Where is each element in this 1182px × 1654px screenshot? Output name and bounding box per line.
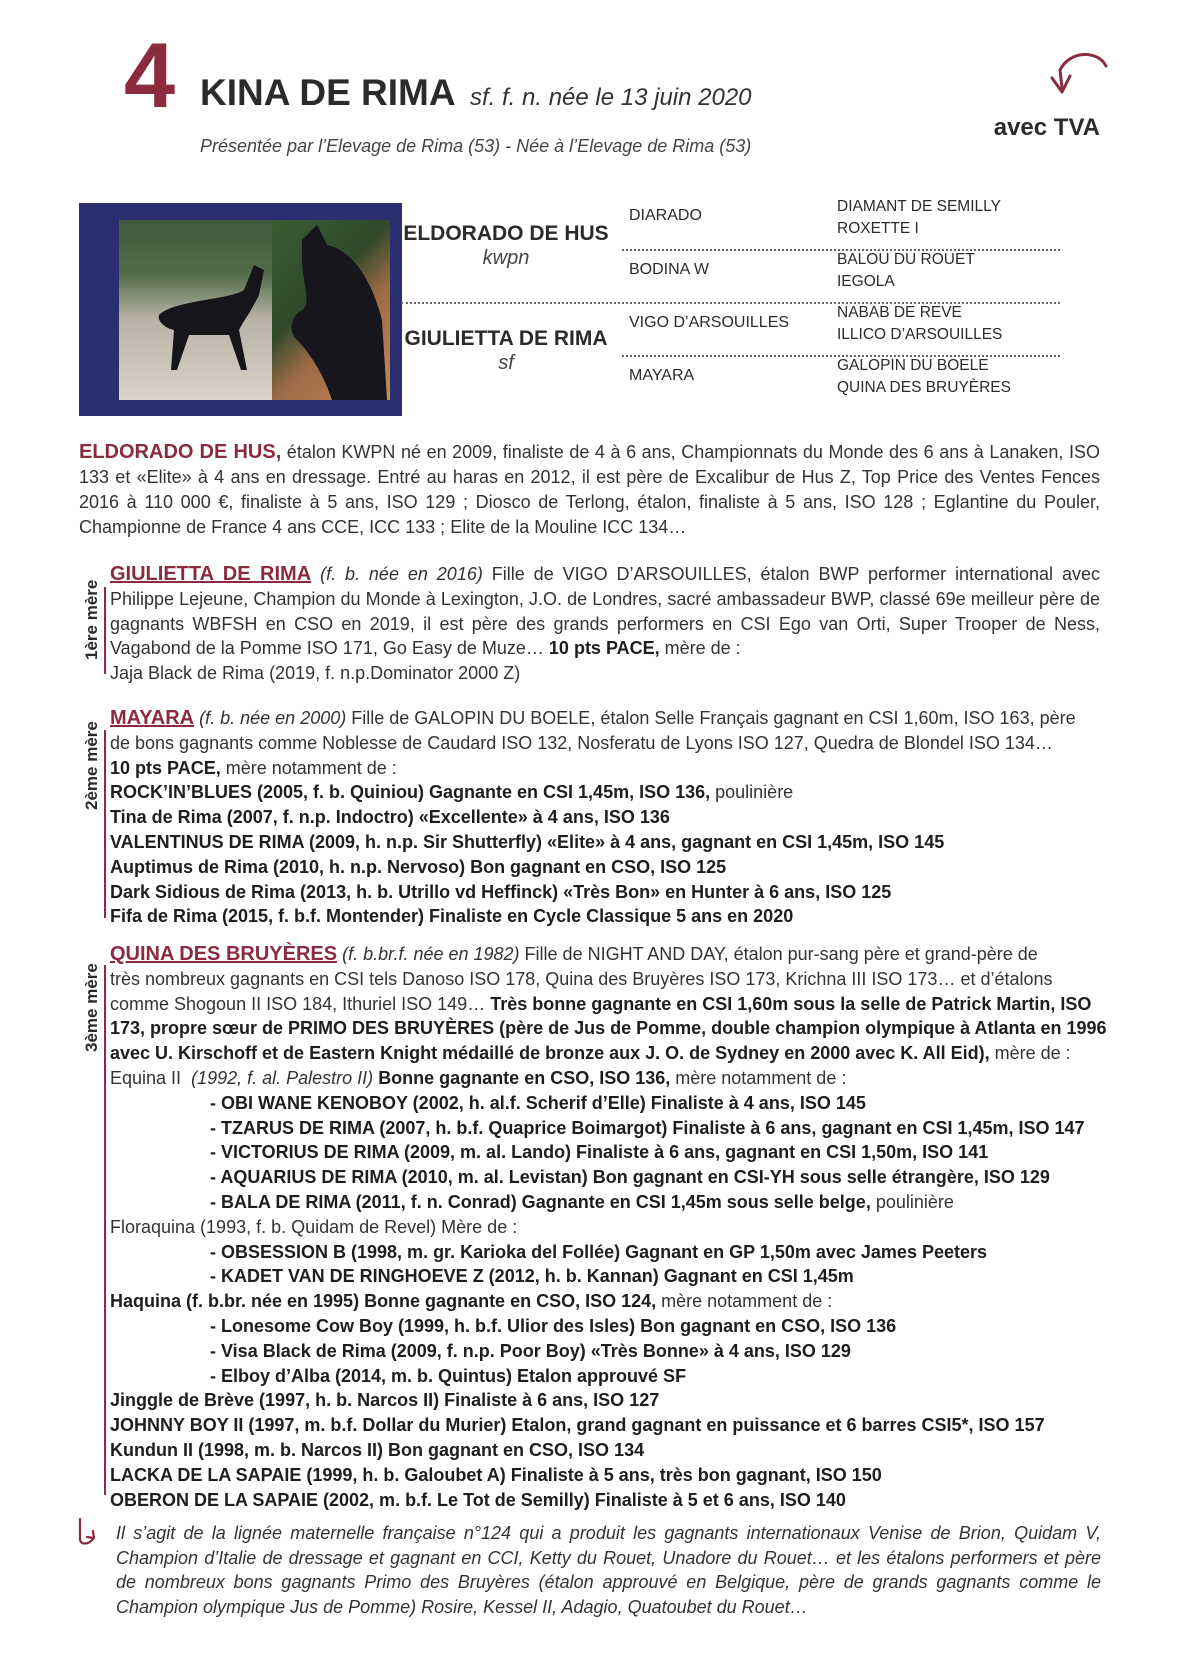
- foal-silhouette-icon: [119, 220, 279, 400]
- great-grandparent: NABAB DE REVE: [837, 304, 962, 321]
- sire-name: ELDORADO DE HUS: [403, 222, 609, 245]
- equina-offspring: - AQUARIUS DE RIMA (2010, m. al. Levistan) Bon gagnant en CSI-YH sous selle étrangère, ISO 129: [210, 1167, 1050, 1188]
- dam2-label: 2ème mère: [82, 721, 101, 810]
- dam3-line5a: mère de :: [989, 1043, 1071, 1064]
- horse-description: sf. f. n. née le 13 juin 2020: [470, 84, 752, 111]
- dam2-line2: de bons gagnants comme Noblesse de Caudard ISO 132, Nosferatu de Lyons ISO 127, Quedra de Blondel ISO 134…: [110, 732, 1053, 753]
- dam2-offspring-rest: poulinière: [710, 782, 794, 803]
- curved-arrow-icon: [1040, 48, 1110, 108]
- dam2-offspring: Dark Sidious de Rima (2013, h. b. Utrillo vd Heffinck) «Très Bon» en Hunter à 6 ans, ISO 125: [110, 881, 892, 902]
- equina-offspring: - TZARUS DE RIMA (2007, h. b.f. Quaprice Boimargot) Finaliste à 6 ans, gagnant en CSI 1,45m, ISO 147: [210, 1117, 1085, 1138]
- dam1-text1: Fille de VIGO D’ARSOUILLES, étalon BWP performer international avec Philippe Lejeune, Champion du Monde à Lexington, J.O. de Londres, sacré ambassadeur BWP, classé 69e meilleur père de gagnants WBFSH en CSO en 2019, il est père des grands performers en CSI Ego van Orti, Super Trooper de Ness, Vagabond de la Pomme ISO 171, Go Easy de Muze…: [110, 564, 1100, 659]
- granddam-paternal: BODINA W: [629, 261, 710, 278]
- dam1-offspring: Jaja Black de Rima (2019, f. n.p.Dominator 2000 Z): [110, 663, 521, 684]
- dam2-pace: 10 pts PACE,: [110, 757, 221, 778]
- section-bar: [104, 587, 106, 674]
- grandsire-paternal: DIARADO: [629, 207, 702, 224]
- equina-rest: mère notamment de :: [670, 1067, 847, 1088]
- floraquina-offspring: - KADET VAN DE RINGHOEVE Z (2012, h. b. Kannan) Gagnant en CSI 1,45m: [210, 1266, 854, 1287]
- sire-para-name: ELDORADO DE HUS,: [79, 441, 282, 463]
- dam3-line4: 173, propre sœur de PRIMO DES BRUYÈRES (père de Jus de Pomme, double champion olympique à Atlanta en 1996: [110, 1018, 1107, 1039]
- haquina-offspring: - Lonesome Cow Boy (1999, h. b.f. Ulior des Isles) Bon gagnant en CSO, ISO 136: [210, 1315, 897, 1336]
- haquina-offspring: - Visa Black de Rima (2009, f. n.p. Poor Boy) «Très Bonne» à 4 ans, ISO 129: [210, 1340, 851, 1361]
- dam3-line1: Fille de NIGHT AND DAY, étalon pur-sang père et grand-père de: [519, 944, 1038, 964]
- equina-offspring-rest: poulinière: [870, 1191, 954, 1212]
- dam3-line3a: comme Shogoun II ISO 184, Ithuriel ISO 149…: [110, 993, 491, 1014]
- sire-studbook: kwpn: [482, 247, 530, 269]
- haquina-offspring: - Elboy d’Alba (2014, m. b. Quintus) Etalon approuvé SF: [210, 1365, 687, 1386]
- dam-name: GIULIETTA DE RIMA: [404, 327, 608, 350]
- granddam-maternal: MAYARA: [629, 367, 695, 384]
- great-grandparent: BALOU DU ROUET: [837, 251, 975, 268]
- sire-paragraph: [79, 440, 1100, 540]
- dam3-offspring: OBERON DE LA SAPAIE (2002, m. b.f. Le Tot de Semilly) Finaliste à 5 et 6 ans, ISO 140: [110, 1489, 846, 1510]
- divider: [622, 249, 1060, 251]
- dam2-pace-after: mère notamment de :: [220, 757, 397, 778]
- floraquina-offspring: - OBSESSION B (1998, m. gr. Karioka del Follée) Gagnant en GP 1,50m avec James Peeters: [210, 1241, 987, 1262]
- equina-desc: (1992, f. al. Palestro II): [191, 1067, 374, 1088]
- dam1-text2: mère de :: [659, 638, 741, 659]
- haquina-rest: mère notamment de :: [656, 1291, 833, 1312]
- lot-number: 4: [124, 25, 174, 127]
- dam3-section: [110, 942, 1107, 1512]
- divider: [622, 355, 1060, 357]
- great-grandparent: ROXETTE I: [837, 220, 919, 237]
- dam3-offspring: LACKA DE LA SAPAIE (1999, h. b. Galoubet A) Finaliste à 5 ans, très bon gagnant, ISO 150: [110, 1464, 882, 1485]
- dam3-line5b: avec U. Kirschoff et de Eastern Knight médaillé de bronze aux J. O. de Sydney en 2000 avec K. All Eid),: [110, 1043, 990, 1064]
- great-grandparent: GALOPIN DU BOELE: [837, 357, 989, 374]
- grandsire-maternal: VIGO D’ARSOUILLES: [629, 314, 790, 331]
- dam1-label: 1ère mère: [82, 579, 101, 660]
- divider: [401, 302, 1060, 304]
- dam3-desc: (f. b.br.f. née en 1982): [342, 944, 520, 964]
- equina-offspring: - VICTORIUS DE RIMA (2009, m. al. Lando) Finaliste à 6 ans, gagnant en CSI 1,50m, ISO 141: [210, 1142, 989, 1163]
- equina-offspring: - OBI WANE KENOBOY (2002, h. al.f. Scherif d’Elle) Finaliste à 4 ans, ISO 145: [210, 1092, 866, 1113]
- dam3-line3b: Très bonne gagnante en CSI 1,60m sous la selle de Patrick Martin, ISO: [490, 993, 1092, 1014]
- tva-label: avec TVA: [993, 114, 1100, 141]
- haquina-bold: Haquina (f. b.br. née en 1995) Bonne gagnante en CSO, ISO 124,: [110, 1291, 657, 1312]
- section-bar: [104, 965, 106, 1495]
- great-grandparent: IEGOLA: [837, 273, 895, 290]
- section-bar: [104, 730, 106, 918]
- great-grandparent: ILLICO D’ARSOUILLES: [837, 326, 1003, 343]
- great-grandparent: DIAMANT DE SEMILLY: [837, 198, 1001, 215]
- dam1-section: [110, 562, 1100, 686]
- dam1-pace: 10 pts PACE,: [548, 638, 660, 659]
- dam2-offspring: ROCK’IN’BLUES (2005, f. b. Quiniou) Gagnante en CSI 1,45m, ISO 136,: [110, 782, 711, 803]
- presented-by: Présentée par l’Elevage de Rima (53) - Née à l’Elevage de Rima (53): [200, 136, 752, 156]
- horse-head-photo: [272, 220, 390, 400]
- sire-para-text: étalon KWPN né en 2009, finaliste de 4 à 6 ans, Championnats du Monde des 6 ans à Lanaken, ISO 133 et «Elite» à 4 ans en dressage. Entré au haras en 2012, il est père de Excalibur de Hus Z, Top Price des Ventes Fences 2016 à 110 000 €, finaliste à 5 ans, ISO 129 ; Diosco de Terlong, étalon, finaliste à 5 ans, ISO 128 ; Eglantine du Pouler, Championne de France 4 ans CCE, ICC 133 ; Elite de la Mouline ICC 134…: [79, 442, 1100, 537]
- horse-name: KINA DE RIMA: [200, 72, 456, 113]
- dam2-name: MAYARA: [110, 707, 195, 729]
- dam3-offspring: JOHNNY BOY II (1997, m. b.f. Dollar du Murier) Etalon, grand gagnant en puissance et 6 barres CSI5*, ISO 157: [110, 1415, 1045, 1436]
- dam3-label: 3ème mère: [82, 963, 101, 1052]
- dam2-offspring: Auptimus de Rima (2010, h. n.p. Nervoso) Bon gagnant en CSO, ISO 125: [110, 856, 727, 877]
- dam3-line2: très nombreux gagnants en CSI tels Danoso ISO 178, Quina des Bruyères ISO 173, Krichna III ISO 173… et d’étalons: [110, 968, 1053, 989]
- dam2-desc: (f. b. née en 2000): [199, 708, 347, 728]
- equina-offspring: - BALA DE RIMA (2011, f. n. Conrad) Gagnante en CSI 1,45m sous selle belge,: [210, 1191, 871, 1212]
- equina-bold: Bonne gagnante en CSO, ISO 136,: [378, 1067, 671, 1088]
- dam2-offspring: VALENTINUS DE RIMA (2009, h. n.p. Sir Shutterfly) «Elite» à 4 ans, gagnant en CSI 1,45m, ISO 145: [110, 831, 945, 852]
- dam3-offspring: Kundun II (1998, m. b. Narcos II) Bon gagnant en CSO, ISO 134: [110, 1439, 645, 1460]
- photo-frame: [79, 203, 402, 416]
- dam1-name: GIULIETTA DE RIMA: [110, 563, 312, 585]
- dam1-desc: (f. b. née en 2016): [320, 564, 483, 584]
- great-grandparent: QUINA DES BRUYÈRES: [837, 379, 1011, 396]
- dam2-section: [110, 706, 1100, 929]
- lineage-note: Il s’agit de la lignée maternelle française n°124 qui a produit les gagnants internationaux Venise de Brion, Quidam V, Champion d’Italie de dressage et gagnant en CCI, Ketty du Rouet, Unadore du Rouet… et les étalons performers et père de nombreux bons gagnants Primo des Bruyères (étalon approuvé en Belgique, père de grands gagnants comme le Champion olympique Jus de Pomme) Rosire, Kessel II, Adagio, Quatoubet du Rouet…: [116, 1523, 1101, 1617]
- dam3-name: QUINA DES BRUYÈRES: [110, 943, 338, 965]
- floraquina-line: Floraquina (1993, f. b. Quidam de Revel) Mère de :: [110, 1216, 518, 1237]
- hook-arrow-icon: [74, 1517, 98, 1549]
- dam-studbook: sf: [498, 352, 514, 374]
- equina-name: Equina II: [110, 1067, 182, 1088]
- dam2-line1: Fille de GALOPIN DU BOELE, étalon Selle Français gagnant en CSI 1,60m, ISO 163, père: [346, 708, 1076, 728]
- dam2-offspring: Fifa de Rima (2015, f. b.f. Montender) Finaliste en Cycle Classique 5 ans en 2020: [110, 906, 794, 927]
- dam3-offspring: Jinggle de Brève (1997, h. b. Narcos II) Finaliste à 6 ans, ISO 127: [110, 1390, 660, 1411]
- dam2-offspring: Tina de Rima (2007, f. n.p. Indoctro) «Excellente» à 4 ans, ISO 136: [110, 807, 670, 828]
- horse-head-icon: [272, 220, 390, 400]
- foal-photo: [119, 220, 279, 400]
